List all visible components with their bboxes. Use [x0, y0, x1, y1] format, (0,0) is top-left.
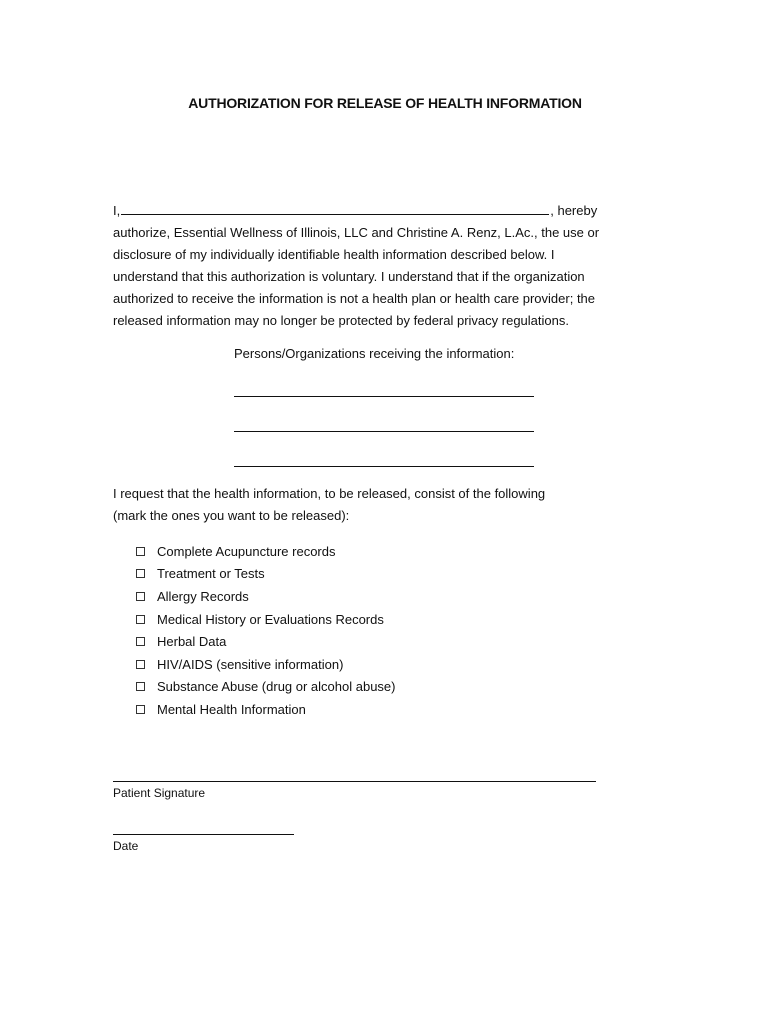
authorization-suffix: , hereby — [550, 203, 598, 218]
request-line-1: I request that the health information, to be released, consist of the following — [113, 486, 546, 501]
authorization-line: released information may no longer be protected by federal privacy regulations. — [113, 313, 569, 328]
option-allergy-records — [136, 585, 396, 608]
persons-label: Persons/Organizations receiving the information: — [234, 346, 515, 361]
option-mental-health — [136, 698, 396, 721]
request-text — [113, 483, 545, 527]
date-field[interactable] — [113, 834, 294, 835]
checkbox[interactable] — [136, 705, 145, 714]
authorization-line: disclosure of my individually identifiable health information described below. I — [113, 247, 555, 262]
option-label: Allergy Records — [157, 588, 249, 604]
checkbox[interactable] — [136, 592, 145, 601]
option-herbal-data — [136, 630, 396, 653]
option-label: Treatment or Tests — [157, 566, 265, 582]
checkbox[interactable] — [136, 660, 145, 669]
checkbox[interactable] — [136, 547, 145, 556]
document-title: AUTHORIZATION FOR RELEASE OF HEALTH INFORMATION — [188, 95, 582, 111]
checkbox[interactable] — [136, 569, 145, 578]
option-medical-history — [136, 608, 396, 631]
recipient-field-2[interactable] — [234, 431, 534, 432]
authorization-line: authorize, Essential Wellness of Illinois, LLC and Christine A. Renz, L.Ac., the use or — [113, 225, 600, 240]
checkbox[interactable] — [136, 615, 145, 624]
signature-field[interactable] — [113, 781, 596, 782]
option-label: Substance Abuse (drug or alcohol abuse) — [157, 679, 396, 695]
authorization-line: authorized to receive the information is not a health plan or health care provider; the — [113, 291, 596, 306]
option-treatment-or-tests — [136, 563, 396, 586]
option-label: HIV/AIDS (sensitive information) — [157, 656, 344, 672]
authorization-first-line — [113, 200, 643, 222]
authorization-line: understand that this authorization is voluntary. I understand that if the organization — [113, 269, 585, 284]
option-substance-abuse — [136, 676, 396, 699]
signature-label: Patient Signature — [113, 786, 206, 800]
release-options-list — [136, 540, 396, 721]
request-line-2: (mark the ones you want to be released): — [113, 508, 350, 523]
option-label: Mental Health Information — [157, 701, 306, 717]
recipient-field-1[interactable] — [234, 396, 534, 397]
option-hiv-aids — [136, 653, 396, 676]
patient-name-field[interactable] — [121, 200, 549, 215]
option-complete-acupuncture-records — [136, 540, 396, 563]
checkbox[interactable] — [136, 682, 145, 691]
checkbox[interactable] — [136, 637, 145, 646]
authorization-prefix: I, — [113, 203, 121, 218]
option-label: Complete Acupuncture records — [157, 543, 336, 559]
authorization-paragraph — [113, 200, 643, 332]
option-label: Medical History or Evaluations Records — [157, 611, 384, 627]
recipient-field-3[interactable] — [234, 466, 534, 467]
date-label: Date — [113, 839, 139, 853]
option-label: Herbal Data — [157, 634, 227, 650]
